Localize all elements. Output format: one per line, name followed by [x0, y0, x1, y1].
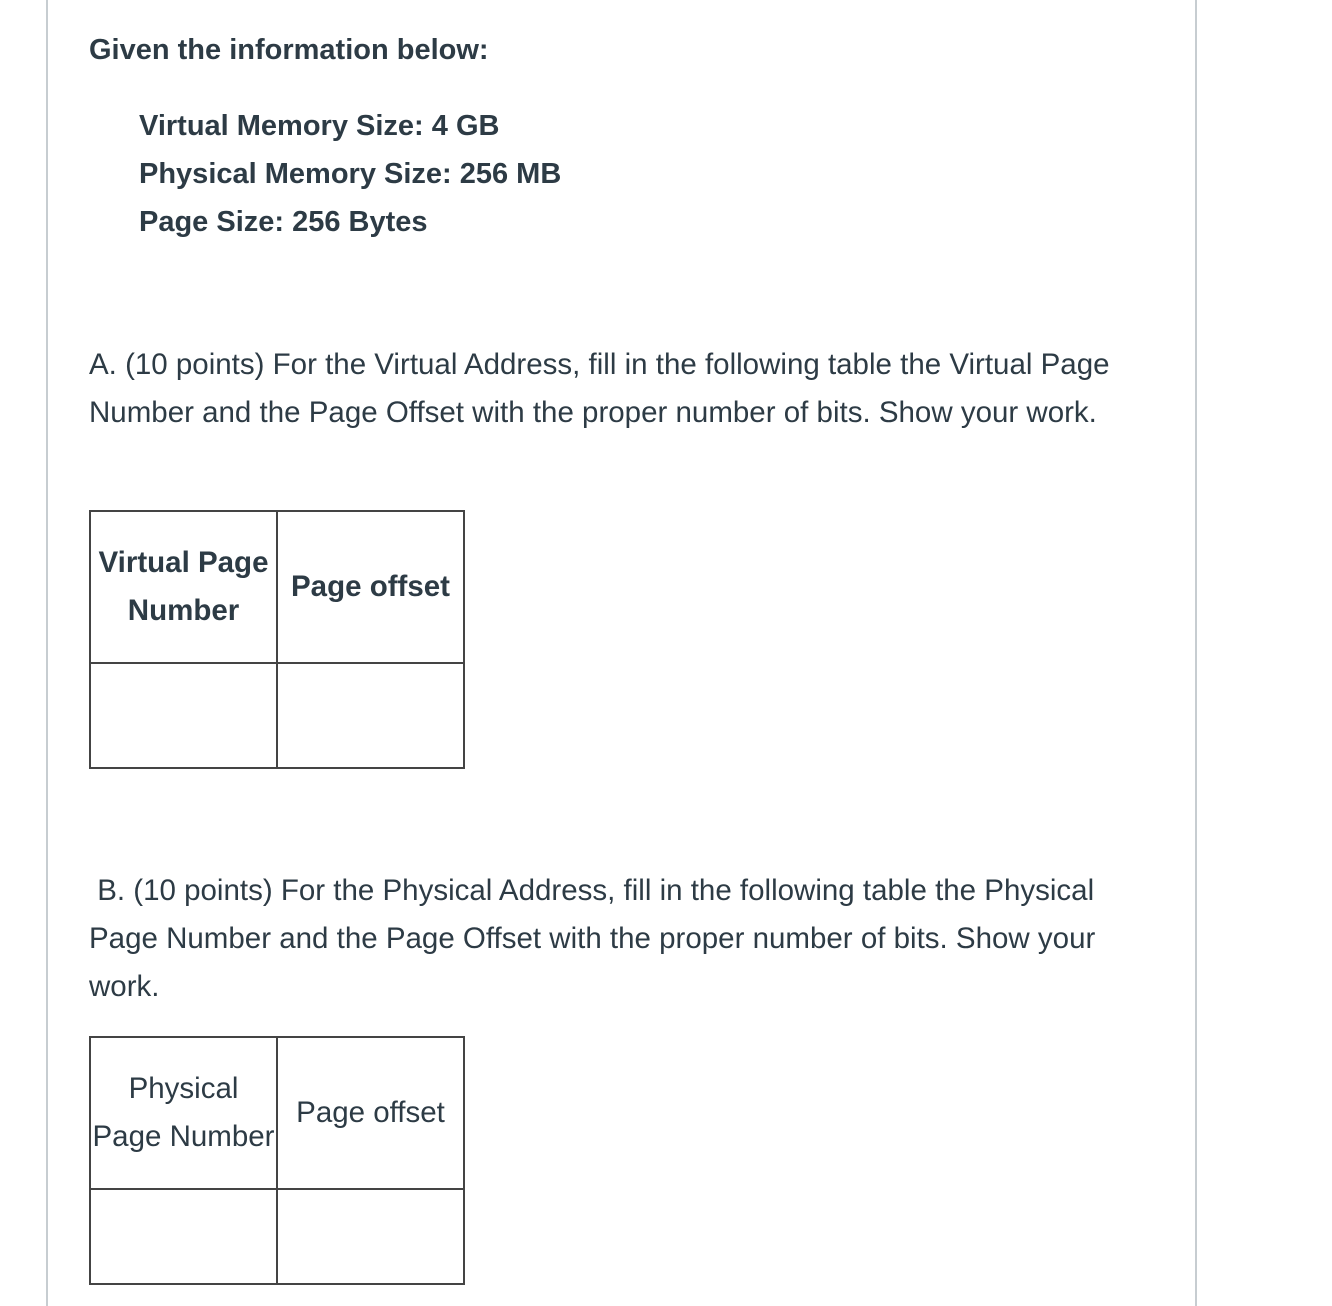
- virtual-address-table: [89, 510, 465, 769]
- page-size: Page Size: 256 Bytes: [139, 206, 428, 238]
- virtual-memory-size: Virtual Memory Size: 4 GB: [139, 110, 500, 142]
- cell-physical-page-number[interactable]: [90, 1189, 277, 1284]
- part-a-text: A. (10 points) For the Virtual Address, fill in the following table the Virtual Page Number and the Page Offset with the proper number of bits. Show your work.: [89, 348, 1110, 429]
- cell-virtual-page-number[interactable]: [90, 663, 277, 768]
- given-info: [139, 102, 561, 246]
- right-border: [1195, 0, 1197, 1306]
- physical-address-table: [89, 1036, 465, 1285]
- header-page-offset: Page offset: [277, 1037, 464, 1189]
- part-b-text: B. (10 points) For the Physical Address, fill in the following table the Physical Page Number and the Page Offset with the proper number of bits. Show your work.: [89, 874, 1096, 1003]
- physical-memory-size: Physical Memory Size: 256 MB: [139, 158, 562, 190]
- header-virtual-page-number: Virtual Page Number: [90, 511, 277, 663]
- header-page-offset: Page offset: [277, 511, 464, 663]
- question-heading: Given the information below:: [89, 34, 489, 66]
- cell-page-offset[interactable]: [277, 663, 464, 768]
- header-physical-page-number: Physical Page Number: [90, 1037, 277, 1189]
- left-border: [46, 0, 48, 1306]
- cell-page-offset[interactable]: [277, 1189, 464, 1284]
